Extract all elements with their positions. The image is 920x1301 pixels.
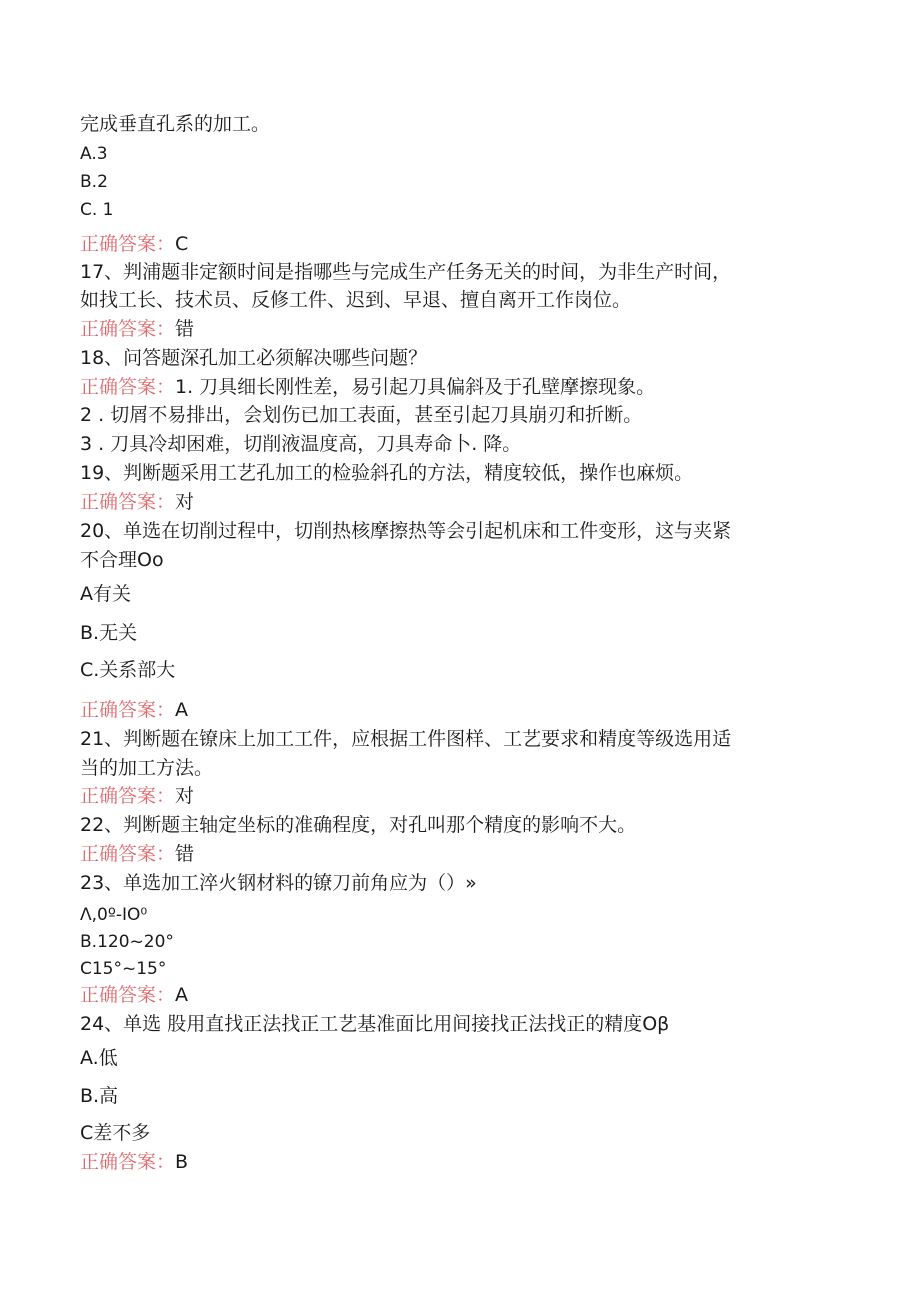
question-line: 21、判断题在镣床上加工工件，应根据工件图样、工艺要求和精度等级选用适 — [80, 728, 732, 750]
option-line: B.高 — [80, 1085, 119, 1107]
option-line: A.3 — [80, 144, 108, 164]
text-line: 如找工长、技术员、反修工件、迟到、早退、擅自离开工作岗位。 — [80, 289, 632, 311]
answer-value: 错 — [175, 318, 195, 340]
answer-label: 正确答案： — [80, 233, 176, 255]
answer-label: 正确答案： — [80, 376, 176, 398]
answer-label: 正确答案： — [80, 318, 176, 340]
option-line: C. 1 — [80, 200, 114, 220]
answer-line — [80, 698, 188, 722]
question-line: 19、判断题采用工艺孔加工的检验斜孔的方法，精度较低，操作也麻烦。 — [80, 462, 694, 484]
question-line: 24、单选 股用直找正法找正工艺基准面比用间接找正法找正的精度Oβ — [80, 1013, 670, 1035]
option-line: C差不多 — [80, 1122, 151, 1144]
answer-value: B — [175, 1151, 189, 1173]
answer-line — [80, 1150, 188, 1174]
answer-label: 正确答案： — [80, 1151, 176, 1173]
answer-line — [80, 490, 194, 514]
option-line: A有关 — [80, 583, 131, 605]
answer-label: 正确答案： — [80, 843, 176, 865]
question-line: 17、判浦题非定额时间是指哪些与完成生产任务无关的时间，为非生产时间， — [80, 261, 732, 283]
option-line: B.120~20° — [80, 932, 174, 952]
answer-value: 1. 刀具细长刚性差，易引起刀具偏斜及于孔壁摩擦现象。 — [175, 376, 656, 398]
option-line: B.无关 — [80, 622, 138, 644]
question-line: 18、问答题深孔加工必须解决哪些问题？ — [80, 347, 428, 369]
answer-value: 对 — [175, 491, 195, 513]
option-line: Λ,0º-IO⁰ — [80, 905, 148, 925]
text-line: 完成垂直孔系的加工。 — [80, 113, 271, 135]
answer-label: 正确答案： — [80, 785, 176, 807]
answer-line — [80, 232, 188, 256]
option-line: A.低 — [80, 1047, 118, 1069]
answer-line — [80, 317, 194, 341]
text-line: 2 . 切屑不易排出，会划伤已加工表面，甚至引起刀具崩刃和折断。 — [80, 404, 643, 426]
answer-line — [80, 842, 194, 866]
answer-line — [80, 375, 655, 399]
text-line: 当的加工方法。 — [80, 757, 214, 779]
question-line: 22、判断题主轴定坐标的准确程度，对孔叫那个精度的影响不大。 — [80, 814, 637, 836]
text-line: 3 . 刀具冷却困难，切削液温度高，刀具寿命卜. 降。 — [80, 433, 522, 455]
option-line: C.关系部大 — [80, 659, 176, 681]
text-line: 不合理Oo — [80, 549, 164, 571]
answer-line — [80, 983, 188, 1007]
option-line: C15°~15° — [80, 959, 167, 979]
option-line: B.2 — [80, 172, 108, 192]
question-line: 20、单选在切削过程中，切削热核摩擦热等会引起机床和工件变形，这与夹紧 — [80, 520, 732, 542]
answer-line — [80, 784, 194, 808]
answer-value: C — [175, 233, 189, 255]
answer-label: 正确答案： — [80, 984, 176, 1006]
question-line: 23、单选加工淬火钢材料的镣刀前角应为（）» — [80, 872, 477, 894]
answer-value: A — [175, 984, 189, 1006]
answer-label: 正确答案： — [80, 699, 176, 721]
answer-value: A — [175, 699, 189, 721]
answer-value: 对 — [175, 785, 195, 807]
answer-value: 错 — [175, 843, 195, 865]
answer-label: 正确答案： — [80, 491, 176, 513]
